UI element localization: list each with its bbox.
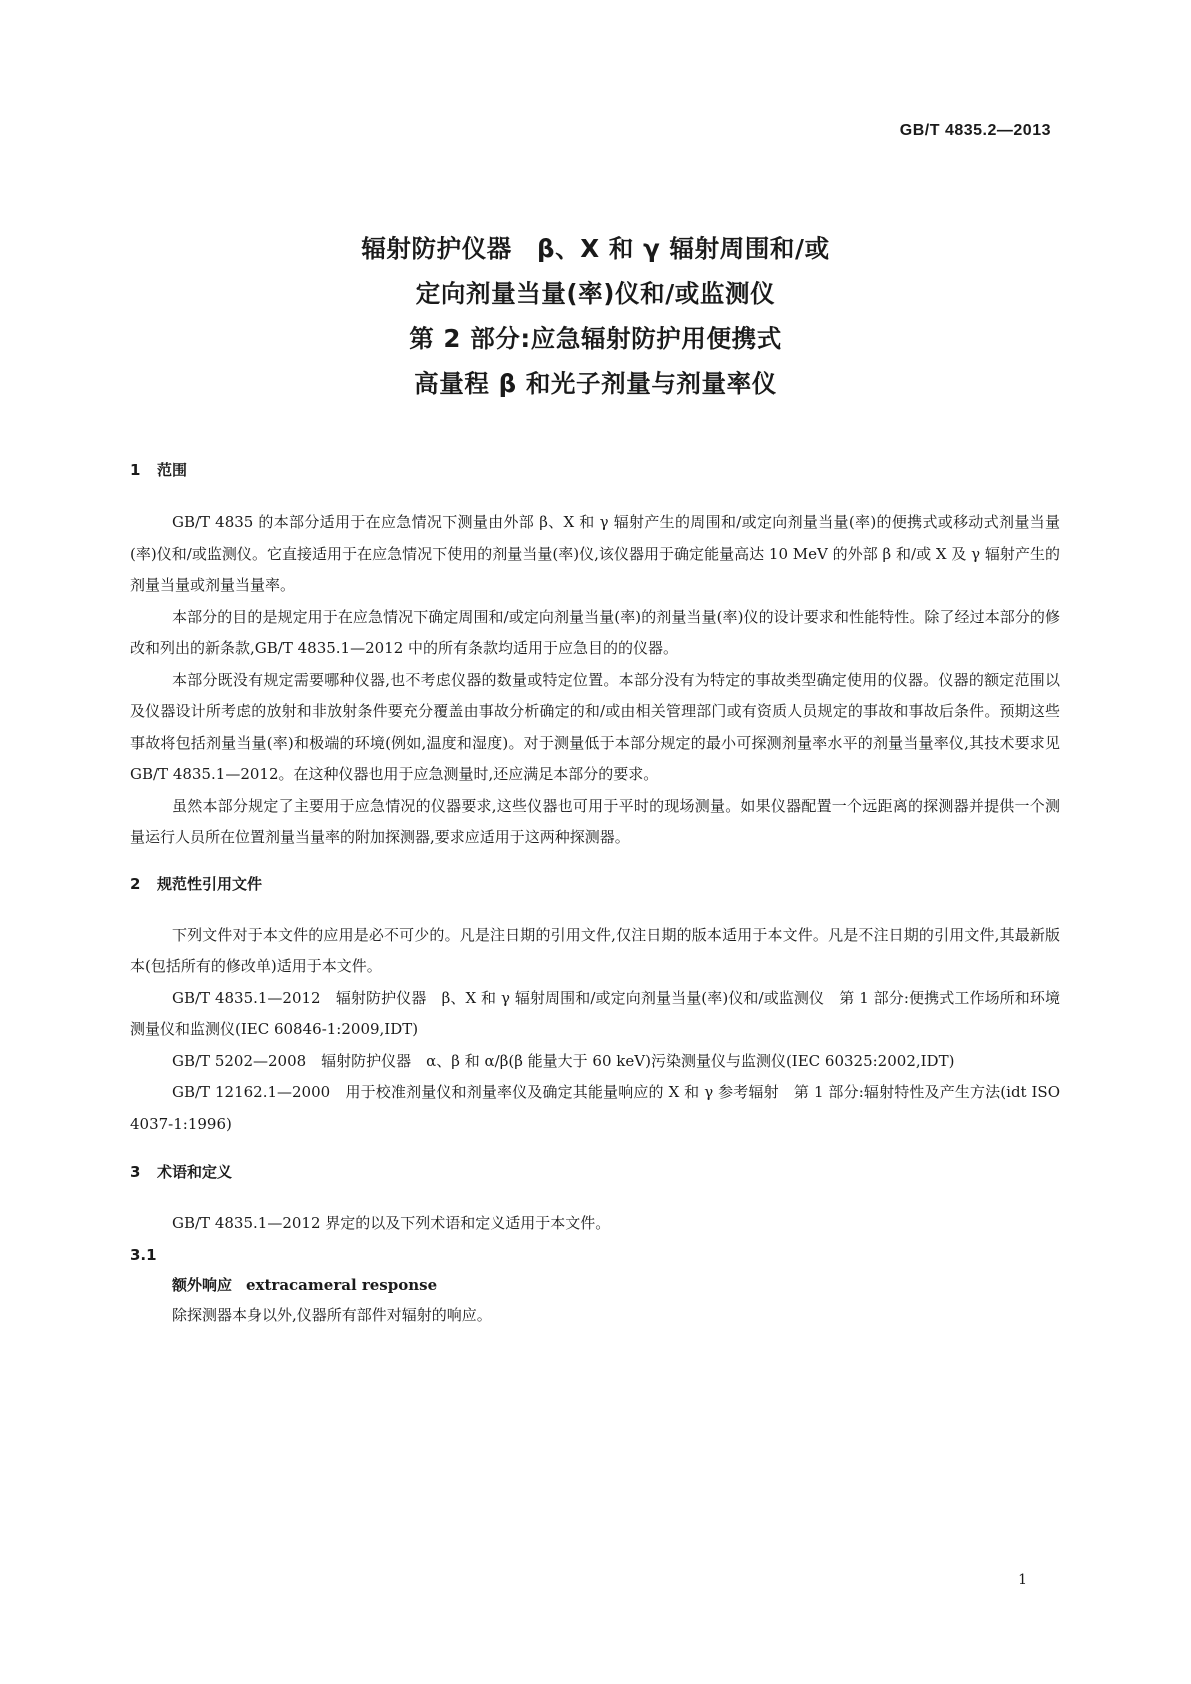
section-heading-terms	[130, 1162, 1060, 1182]
title-line-1: 辐射防护仪器 β、X 和 γ 辐射周围和/或	[361, 234, 830, 263]
section-title: 术语和定义	[157, 1163, 233, 1181]
section-number: 3	[130, 1163, 141, 1181]
section-heading-normative-references	[130, 874, 1060, 894]
term-number: 3.1	[130, 1245, 157, 1264]
document-title	[0, 226, 1191, 406]
title-line-2: 定向剂量当量(率)仪和/或监测仪	[415, 279, 776, 308]
paragraph: 下列文件对于本文件的应用是必不可少的。凡是注日期的引用文件,仅注日期的版本适用于本文件。凡是不注日期的引用文件,其最新版本(包括所有的修改单)适用于本文件。	[130, 925, 1060, 975]
paragraph: 本部分既没有规定需要哪种仪器,也不考虑仪器的数量或特定位置。本部分没有为特定的事故类型确定使用的仪器。仪器的额定范围以及仪器设计所考虑的放射和非放射条件要充分覆盖由事故分析确定的和/或由相关管理部门或有资质人员规定的事故和事故后条件。预期这些事故将包括剂量当量(率)和极端的环境(例如,温度和湿度)。对于测量低于本部分规定的最小可探测剂量率水平的剂量当量率仪,其技术要求见 GB/T 4835.1—2012。在这种仪器也用于应急测量时,还应满足本部分的要求。	[130, 670, 1060, 783]
reference-entry: GB/T 12162.1—2000 用于校准剂量仪和剂量率仪及确定其能量响应的 X 和 γ 参考辐射 第 1 部分:辐射特性及产生方法(idt ISO 4037-1:1996)	[130, 1083, 1060, 1133]
section-heading-scope	[130, 460, 1060, 480]
page-number: 1	[1018, 1572, 1027, 1588]
section-number: 2	[130, 874, 141, 893]
standard-number: GB/T 4835.2—2013	[899, 122, 1051, 139]
paragraph: GB/T 4835 的本部分适用于在应急情况下测量由外部 β、X 和 γ 辐射产生的周围和/或定向剂量当量(率)的便携式或移动式剂量当量(率)仪和/或监测仪。它直接适用于在应急情况下使用的剂量当量(率)仪,该仪器用于确定能量高达 10 MeV 的外部 β 和/或 X 及 γ 辐射产生的剂量当量或剂量当量率。	[130, 513, 1060, 594]
paragraph: 本部分的目的是规定用于在应急情况下确定周围和/或定向剂量当量(率)的剂量当量(率)仪的设计要求和性能特性。除了经过本部分的修改和列出的新条款,GB/T 4835.1—2012 中的所有条款均适用于应急目的的仪器。	[130, 607, 1060, 657]
title-line-4: 高量程 β 和光子剂量与剂量率仪	[414, 369, 777, 398]
section-number: 1	[130, 461, 141, 479]
term-name	[130, 1270, 1060, 1300]
paragraph: GB/T 4835.1—2012 界定的以及下列术语和定义适用于本文件。	[172, 1214, 611, 1232]
paragraph: 虽然本部分规定了主要用于应急情况的仪器要求,这些仪器也可用于平时的现场测量。如果仪器配置一个远距离的探测器并提供一个测量运行人员所在位置剂量当量率的附加探测器,要求应适用于这两种探测器。	[130, 796, 1060, 846]
document-body	[130, 460, 1060, 1330]
term-name-zh: 额外响应	[172, 1275, 233, 1294]
section-title: 范围	[157, 461, 188, 479]
reference-entry: GB/T 4835.1—2012 辐射防护仪器 β、X 和 γ 辐射周围和/或定向剂量当量(率)仪和/或监测仪 第 1 部分:便携式工作场所和环境测量仪和监测仪(IEC 60846-1:2009,IDT)	[130, 988, 1060, 1038]
reference-entry: GB/T 5202—2008 辐射防护仪器 α、β 和 α/β(β 能量大于 60 keV)污染测量仪与监测仪(IEC 60325:2002,IDT)	[172, 1051, 955, 1070]
term-name-en: extracameral response	[246, 1275, 438, 1294]
section-title: 规范性引用文件	[157, 874, 263, 893]
term-definition: 除探测器本身以外,仪器所有部件对辐射的响应。	[172, 1305, 492, 1324]
title-line-3: 第 2 部分:应急辐射防护用便携式	[409, 324, 782, 353]
